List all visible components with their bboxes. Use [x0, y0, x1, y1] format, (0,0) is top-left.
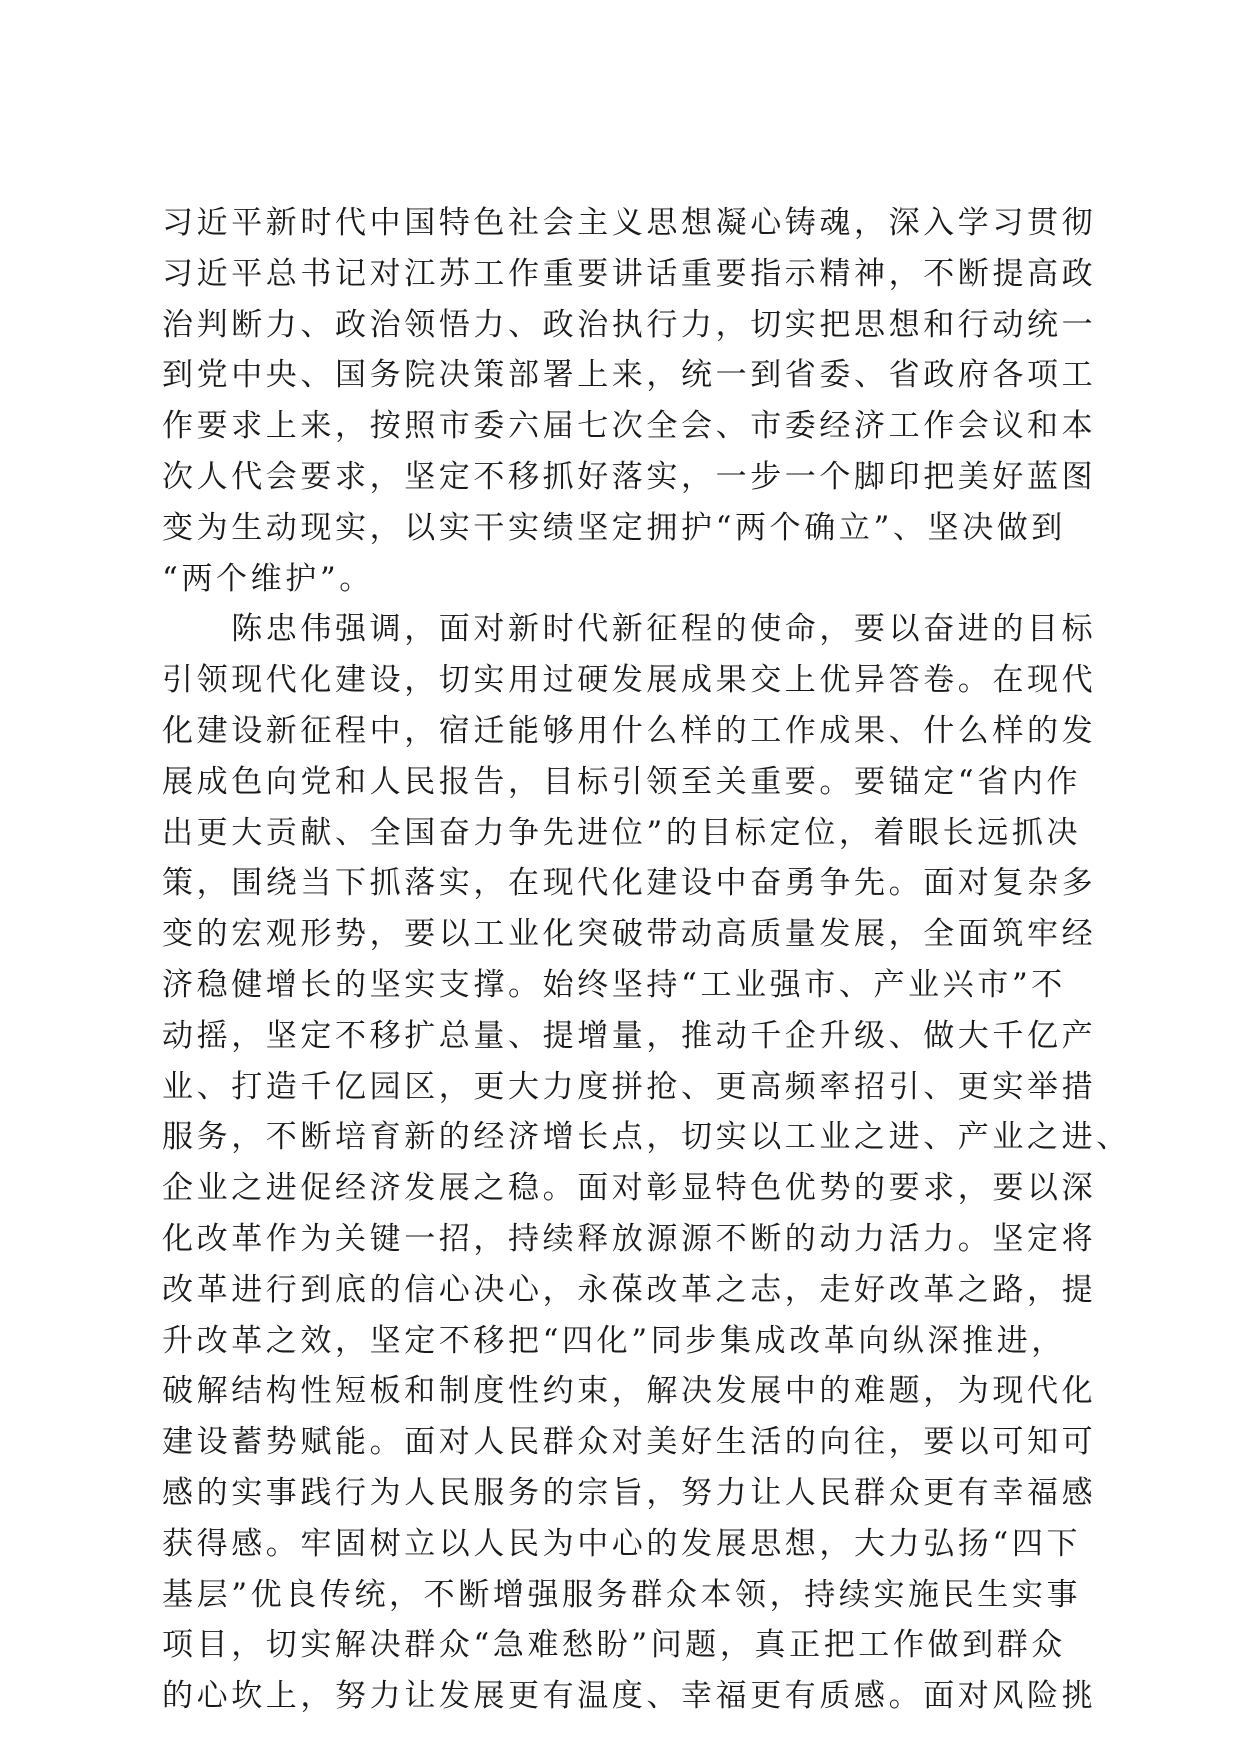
text-line: 引领现代化建设，切实用过硬发展成果交上优异答卷。在现代 — [162, 662, 1097, 699]
text-line: 企业之进促经济发展之稳。面对彰显特色优势的要求，要以深 — [162, 1170, 1097, 1207]
text-line: 治判断力、政治领悟力、政治执行力，切实把思想和行动统一 — [162, 306, 1097, 343]
text-line: 的心坎上，努力让发展更有温度、幸福更有质感。面对风险挑 — [162, 1678, 1097, 1715]
text-line: 改革进行到底的信心决心，永葆改革之志，走好改革之路，提 — [162, 1271, 1097, 1308]
text-line: 获得感。牢固树立以人民为中心的发展思想，大力弘扬“四下 — [162, 1525, 1082, 1562]
text-line: 习近平总书记对江苏工作重要讲话重要指示精神，不断提高政 — [162, 255, 1097, 292]
text-line: 化改革作为关键一招，持续释放源源不断的动力活力。坚定将 — [162, 1220, 1097, 1257]
text-line: 作要求上来，按照市委六届七次全会、市委经济工作会议和本 — [162, 408, 1097, 445]
text-line: 变为生动现实，以实干实绩坚定拥护“两个确立”、坚决做到 — [162, 509, 1066, 546]
text-line: 动摇，坚定不移扩总量、提增量，推动千企升级、做大千亿产 — [162, 1017, 1097, 1054]
body-text — [162, 198, 1131, 1722]
text-line: 升改革之效，坚定不移把“四化”同步集成改革向纵深推进， — [162, 1322, 1066, 1359]
text-line: 次人代会要求，坚定不移抓好落实，一步一个脚印把美好蓝图 — [162, 458, 1097, 495]
text-line: 到党中央、国务院决策部署上来，统一到省委、省政府各项工 — [162, 357, 1097, 394]
text-line: 出更大贡献、全国奋力争先进位”的目标定位，着眼长远抓决 — [162, 814, 1082, 851]
text-line: 济稳健增长的坚实支撑。始终坚持“工业强市、产业兴市”不 — [162, 966, 1066, 1003]
text-line: 建设蓄势赋能。面对人民群众对美好生活的向往，要以可知可 — [162, 1424, 1097, 1461]
text-line: 展成色向党和人民报告，目标引领至关重要。要锚定“省内作 — [162, 763, 1082, 800]
text-line: 感的实事践行为人民服务的宗旨，努力让人民群众更有幸福感 — [162, 1474, 1097, 1511]
text-line: 变的宏观形势，要以工业化突破带动高质量发展，全面筑牢经 — [162, 916, 1097, 953]
text-line: 习近平新时代中国特色社会主义思想凝心铸魂，深入学习贯彻 — [162, 205, 1097, 241]
text-line: 项目，切实解决群众“急难愁盼”问题，真正把工作做到群众 — [162, 1627, 1066, 1664]
text-line: 基层”优良传统，不断增强服务群众本领，持续实施民生实事 — [162, 1576, 1082, 1613]
text-line: “两个维护”。 — [162, 560, 374, 597]
text-line: 服务，不断培育新的经济增长点，切实以工业之进、产业之进、 — [162, 1119, 1131, 1156]
text-line: 陈忠伟强调，面对新时代新征程的使命，要以奋进的目标 — [162, 611, 1097, 648]
text-line: 业、打造千亿园区，更大力度拼抢、更高频率招引、更实举措 — [162, 1068, 1097, 1105]
text-line: 策，围绕当下抓落实，在现代化建设中奋勇争先。面对复杂多 — [162, 865, 1097, 902]
text-line: 破解结构性短板和制度性约束，解决发展中的难题，为现代化 — [162, 1373, 1097, 1410]
text-line: 化建设新征程中，宿迁能够用什么样的工作成果、什么样的发 — [162, 712, 1097, 749]
